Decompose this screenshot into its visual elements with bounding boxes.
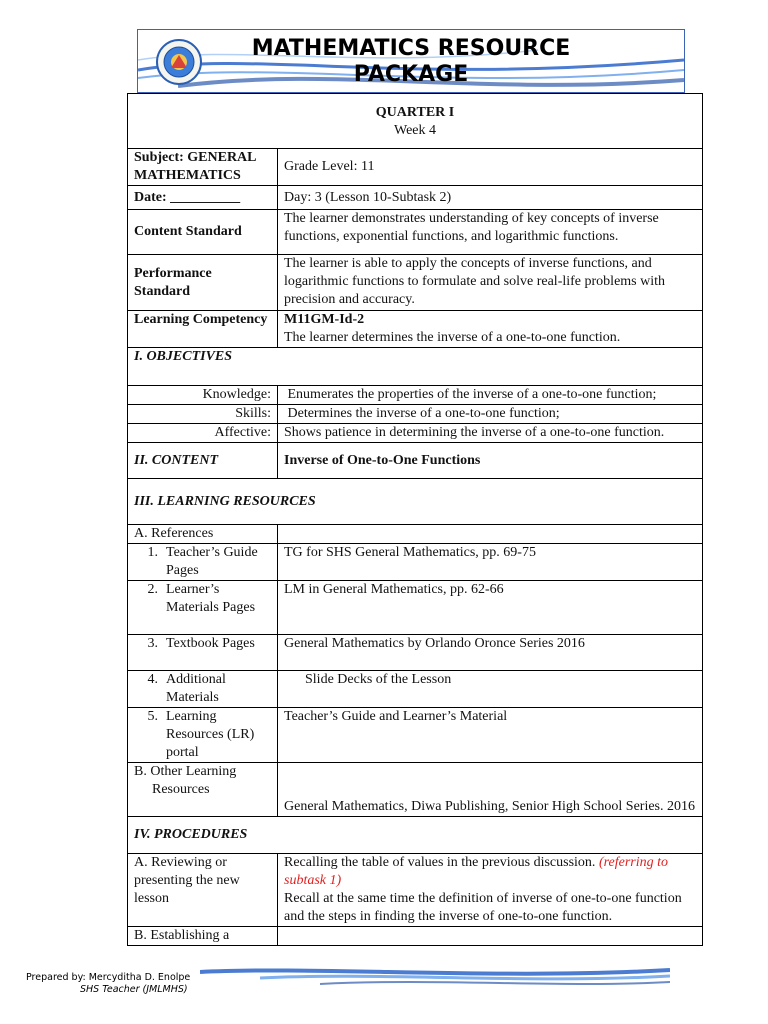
resources-heading-row	[128, 479, 703, 525]
resource-value: General Mathematics by Orlando Oronce Series 2016	[278, 635, 703, 671]
knowledge-text: Enumerates the properties of the inverse of a one-to-one function;	[278, 386, 703, 405]
procedures-heading-row	[128, 817, 703, 854]
affective-label: Affective:	[128, 424, 278, 443]
resource-num: 5.	[147, 709, 158, 724]
grade-level: Grade Level: 11	[278, 149, 703, 186]
header-banner	[137, 29, 685, 93]
subject-label: Subject: GENERAL MATHEMATICS	[128, 149, 278, 186]
deped-seal-icon	[156, 39, 202, 85]
quarter-title: QUARTER I	[375, 105, 455, 120]
affective-text: Shows patience in determining the inverse of a one-to-one function.	[278, 424, 703, 443]
resource-value: TG for SHS General Mathematics, pp. 69-75	[278, 544, 703, 581]
other-resources-value: General Mathematics, Diwa Publishing, Senior High School Series. 2016	[278, 763, 703, 817]
content-standard-label: Content Standard	[128, 210, 278, 255]
prepared-by: Prepared by: Mercyditha D. Enolpe	[26, 972, 191, 983]
other-resources-label: B. Other Learning	[134, 764, 237, 779]
resource-label: Textbook Pages	[166, 636, 255, 651]
date-row	[128, 186, 703, 210]
content-row	[128, 443, 703, 479]
performance-standard-text: The learner is able to apply the concepts of inverse functions, and logarithmic functions to formulate and solve real-life problems with precision and accuracy.	[278, 255, 703, 311]
lesson-plan-table	[127, 93, 703, 946]
other-resources-label-2: Resources	[152, 782, 210, 797]
date-label: Date: __________	[128, 186, 278, 210]
procedure-a-row	[128, 854, 703, 927]
subject-row	[128, 149, 703, 186]
knowledge-label: Knowledge:	[128, 386, 278, 405]
title-line-1: MATHEMATICS RESOURCE	[251, 36, 571, 61]
skills-label: Skills:	[128, 405, 278, 424]
learning-competency-label: Learning Competency	[128, 311, 278, 348]
skills-row	[128, 405, 703, 424]
references-row	[128, 525, 703, 544]
other-resources-row	[128, 763, 703, 817]
performance-standard-row	[128, 255, 703, 311]
resource-item-row	[128, 635, 703, 671]
procedure-a-label: A. Reviewing or presenting the new lesson	[128, 854, 278, 927]
resource-item-row	[128, 544, 703, 581]
objectives-heading-row	[128, 348, 703, 386]
resource-num: 4.	[147, 672, 158, 687]
day-label: Day: 3 (Lesson 10-Subtask 2)	[278, 186, 703, 210]
references-value	[278, 525, 703, 544]
resource-item-row	[128, 708, 703, 763]
quarter-row	[128, 94, 703, 149]
skills-text: Determines the inverse of a one-to-one function;	[278, 405, 703, 424]
title-line-2: PACKAGE	[353, 62, 469, 87]
content-text: Inverse of One-to-One Functions	[278, 443, 703, 479]
competency-code: M11GM-Id-2	[284, 312, 365, 327]
procedure-b-row	[128, 927, 703, 946]
resource-num: 1.	[147, 545, 158, 560]
resource-item-row	[128, 581, 703, 635]
affective-row	[128, 424, 703, 443]
procedure-a-text-1: Recalling the table of values in the previous discussion.	[284, 855, 599, 870]
procedure-a-reference: (referring to subtask 1)	[284, 855, 669, 888]
content-standard-text: The learner demonstrates understanding of key concepts of inverse functions, exponential functions, and logarithmic functions.	[278, 210, 703, 255]
resources-heading: III. LEARNING RESOURCES	[128, 479, 703, 525]
prepared-by-role: SHS Teacher (JMLMHS)	[80, 984, 188, 995]
resource-label: Learning Resources (LR) portal	[166, 709, 255, 760]
page-title	[138, 36, 684, 88]
knowledge-row	[128, 386, 703, 405]
footer-wave-graphic	[200, 962, 670, 1006]
learning-competency-row	[128, 311, 703, 348]
resource-value: Slide Decks of the Lesson	[278, 671, 703, 708]
competency-text: The learner determines the inverse of a one-to-one function.	[284, 330, 621, 345]
resource-item-row	[128, 671, 703, 708]
procedure-b-value	[278, 927, 703, 946]
references-label: A. References	[128, 525, 278, 544]
performance-standard-label: Performance Standard	[128, 255, 278, 311]
procedure-a-text-2: Recall at the same time the definition of inverse of one-to-one function and the steps in finding the inverse of one-to-one function.	[284, 891, 682, 924]
resource-value: Teacher’s Guide and Learner’s Material	[278, 708, 703, 763]
objectives-heading: I. OBJECTIVES	[128, 348, 703, 386]
resource-label: Additional Materials	[166, 672, 226, 705]
content-standard-row	[128, 210, 703, 255]
resource-label: Learner’s Materials Pages	[166, 582, 256, 615]
week-label: Week 4	[393, 123, 437, 138]
resource-value: LM in General Mathematics, pp. 62-66	[278, 581, 703, 635]
footer	[26, 972, 190, 996]
procedures-heading: IV. PROCEDURES	[128, 817, 703, 854]
resource-num: 2.	[147, 582, 158, 597]
procedure-b-label: B. Establishing a	[128, 927, 278, 946]
resource-num: 3.	[147, 636, 158, 651]
resource-label: Teacher’s Guide Pages	[166, 545, 258, 578]
content-heading: II. CONTENT	[128, 443, 278, 479]
